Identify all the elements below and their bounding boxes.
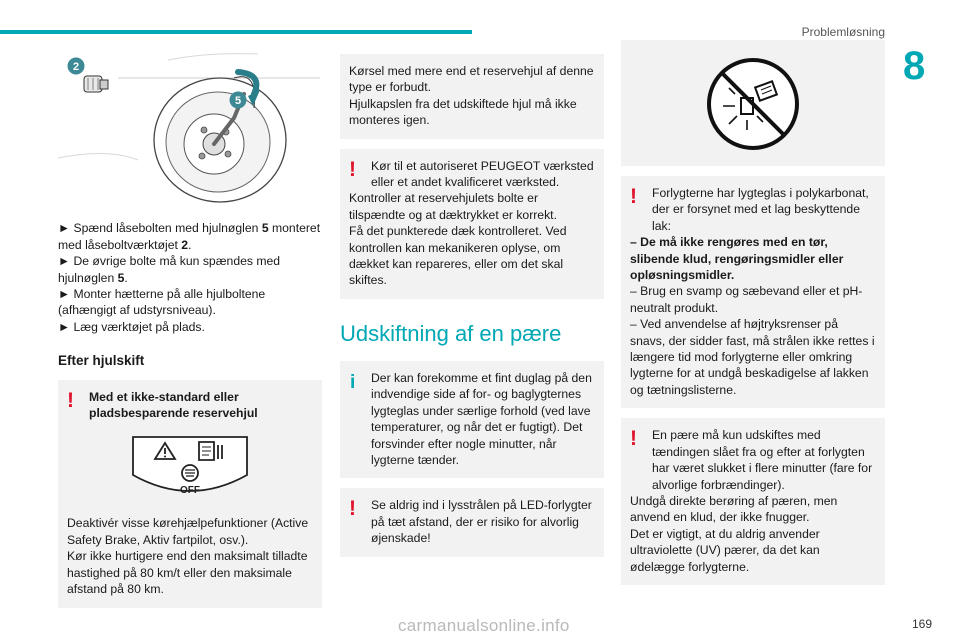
callout-2: 2 [72,61,80,73]
column-3 [621,40,885,585]
warning-text-1: Kør til et autoriseret PEUGEOT værksted eller et andet kvalificeret værksted. [371,158,594,190]
heading-after-wheel-change: Efter hjulskift [58,353,145,369]
note-text-2: Hjulkapslen fra det udskiftede hjul må ikke monteres igen. [349,96,577,128]
callout-5: 5 [234,95,242,107]
warning-text-1: Forlygterne har lygteglas i polykarbonat, der er forsynet med et lag beskyttende lak: [652,186,869,233]
warning-text-4: – Ved anvendelse af højtryksrenser på snavs, der sidder fast, må strålen ikke rettes i længere tid mod forlygterne eller omkring lygterne for at undgå beskadigelse af lakken og tætningslisterne. [630,317,875,397]
warning-text-3: Det er vigtigt, at du aldrig anvender ultraviolette (UV) pærer, da det kan ødelægge forlygterne. [630,526,820,574]
warning-exclamation-icon: ! [349,157,356,181]
step-1: ► Spænd låsebolten med hjulnøglen 5 monteret med låseboltværktøjet 2. [58,221,321,252]
watermark: carmanualsonline.info [398,615,570,635]
warning-exclamation-icon: ! [630,185,637,208]
illustration-box [621,40,885,166]
note-text-1: Kørsel med mere end et reservehjul af denne type er forbudt. [349,64,594,95]
section-title: Problemløsning [801,25,885,39]
procedure-steps [58,220,322,335]
chapter-number: 8 [903,44,926,88]
warning-text-3: – Brug en svamp og sæbevand eller et pH-neutralt produkt. [630,284,863,315]
heading-bulb-replacement: Udskiftning af en pære [340,320,562,346]
warning-box-spare-wheel [58,380,322,608]
warning-text: Se aldrig ind i lysstrålen på LED-forlygter på tæt afstand, der er risiko for alvorlig øjenskade! [371,498,592,546]
warning-exclamation-icon: ! [67,388,74,412]
column-2 [340,54,604,557]
warning-text-2: – De må ikke rengøres med en tør, slibende klud, rengøringsmidler eller opløsningsmidler. [630,235,844,283]
warning-box-led [340,488,604,556]
info-box-condensation [340,361,604,478]
warning-title: Med et ikke-standard eller pladsbesparende reservehjul [89,389,258,421]
step-4: ► Læg værktøjet på plads. [58,319,205,334]
warning-text-2: Kontroller at reservehjulets bolte er tilspændte og at dæktrykket er korrekt. [349,191,557,222]
step-3: ► Monter hætterne på alle hjulboltene (afhængigt af udstyrsniveau). [58,287,266,318]
page-number: 169 [911,616,932,631]
warning-box-polycarbonate [621,176,885,408]
off-label: OFF [180,485,200,497]
warning-exclamation-icon: ! [349,497,356,521]
no-abrasive-cleaning-icon [705,56,801,152]
warning-box-workshop [340,149,604,299]
step-2: ► De øvrige bolte må kun spændes med hjulnøglen 5. [58,254,281,285]
warning-exclamation-icon: ! [630,427,637,451]
spare-wheel-illustration [58,48,322,208]
driving-aids-off-icon [129,433,251,499]
warning-text-2: Undgå direkte berøring af pæren, men anvend en klud, der ikke fnugger. [630,493,838,525]
warning-text-1: Deaktivér visse kørehjælpefunktioner (Active Safety Brake, Aktiv fartpilot, osv.). [67,516,309,547]
warning-text-1: En pære må kun udskiftes med tændingen slået fra og efter at forlygten har været slukket i flere minutter (fare for alvorlige forbrændinger). [652,428,873,492]
warning-text-3: Få det punkterede dæk kontrolleret. Ved kontrollen kan mekanikeren oplyse, om dækket kan repareres, eller om det skal skiftes. [349,224,567,288]
warning-box-bulb-replacement [621,418,885,585]
header-accent-bar [0,30,472,34]
warning-text-2: Kør ikke hurtigere end den maksimalt tilladte hastighed på 80 km/t eller den maksimale afstand på 80 km. [67,549,308,597]
info-text: Der kan forekomme et fint duglag på den indvendige side af for- og baglygternes lygteglas under særlige forhold (ved lave temperaturer, og når det er fugtigt). Det forsvinder efter nogle minutter, når lygterne tænder. [371,370,592,467]
column-1 [58,48,322,608]
info-icon: i [350,371,356,393]
note-box-spare-wheel-rules [340,54,604,139]
